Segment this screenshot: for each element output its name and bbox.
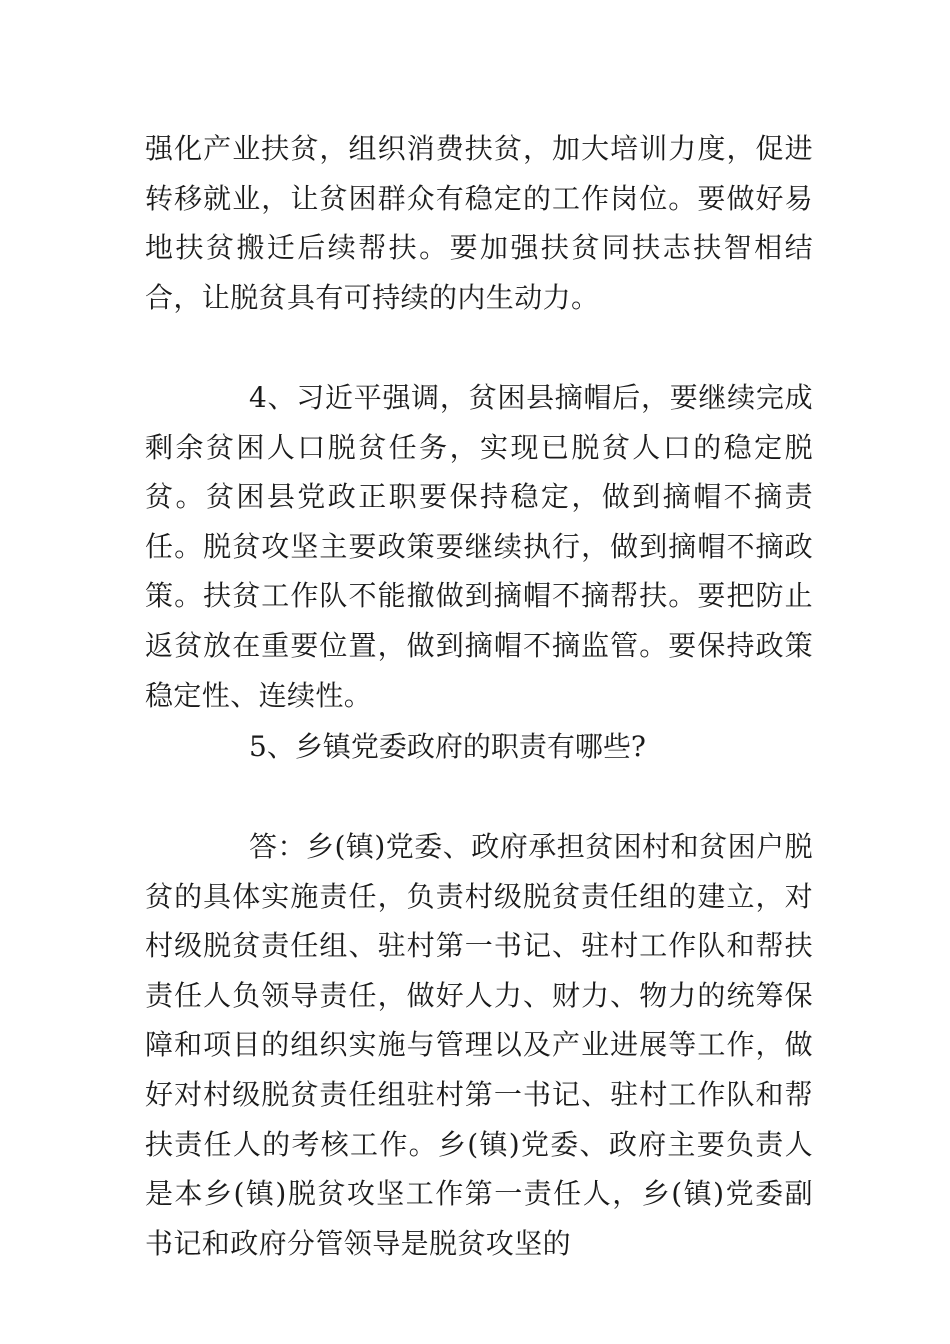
- question-item-5: 5、乡镇党委政府的职责有哪些?: [249, 730, 646, 763]
- answer-item-5: 答：乡(镇)党委、政府承担贫困村和贫困户脱贫的具体实施责任，负责村级脱贫责任组的建立，对村级脱贫责任组、驻村第一书记、驻村工作队和帮扶责任人负领导责任，做好人力、财力、物力的统筹保障和项目的组织实施与管理以及产业进展等工作，做好对村级脱贫责任组驻村第一书记、驻村工作队和帮扶责任人的考核工作。乡(镇)党委、政府主要负责人是本乡(镇)脱贫攻坚工作第一责任人，乡(镇)党委副书记和政府分管领导是脱贫攻坚的: [145, 830, 813, 1260]
- paragraph-item-4: 4、习近平强调，贫困县摘帽后，要继续完成剩余贫困人口脱贫任务，实现已脱贫人口的稳定脱贫。贫困县党政正职要保持稳定，做到摘帽不摘责任。脱贫攻坚主要政策要继续执行，做到摘帽不摘政策。扶贫工作队不能撤做到摘帽不摘帮扶。要把防止返贫放在重要位置，做到摘帽不摘监管。要保持政策稳定性、连续性。: [145, 381, 813, 712]
- paragraph-continuation: 强化产业扶贫，组织消费扶贫，加大培训力度，促进转移就业，让贫困群众有稳定的工作岗位。要做好易地扶贫搬迁后续帮扶。要加强扶贫同扶志扶智相结合，让脱贫具有可持续的内生动力。: [145, 132, 813, 314]
